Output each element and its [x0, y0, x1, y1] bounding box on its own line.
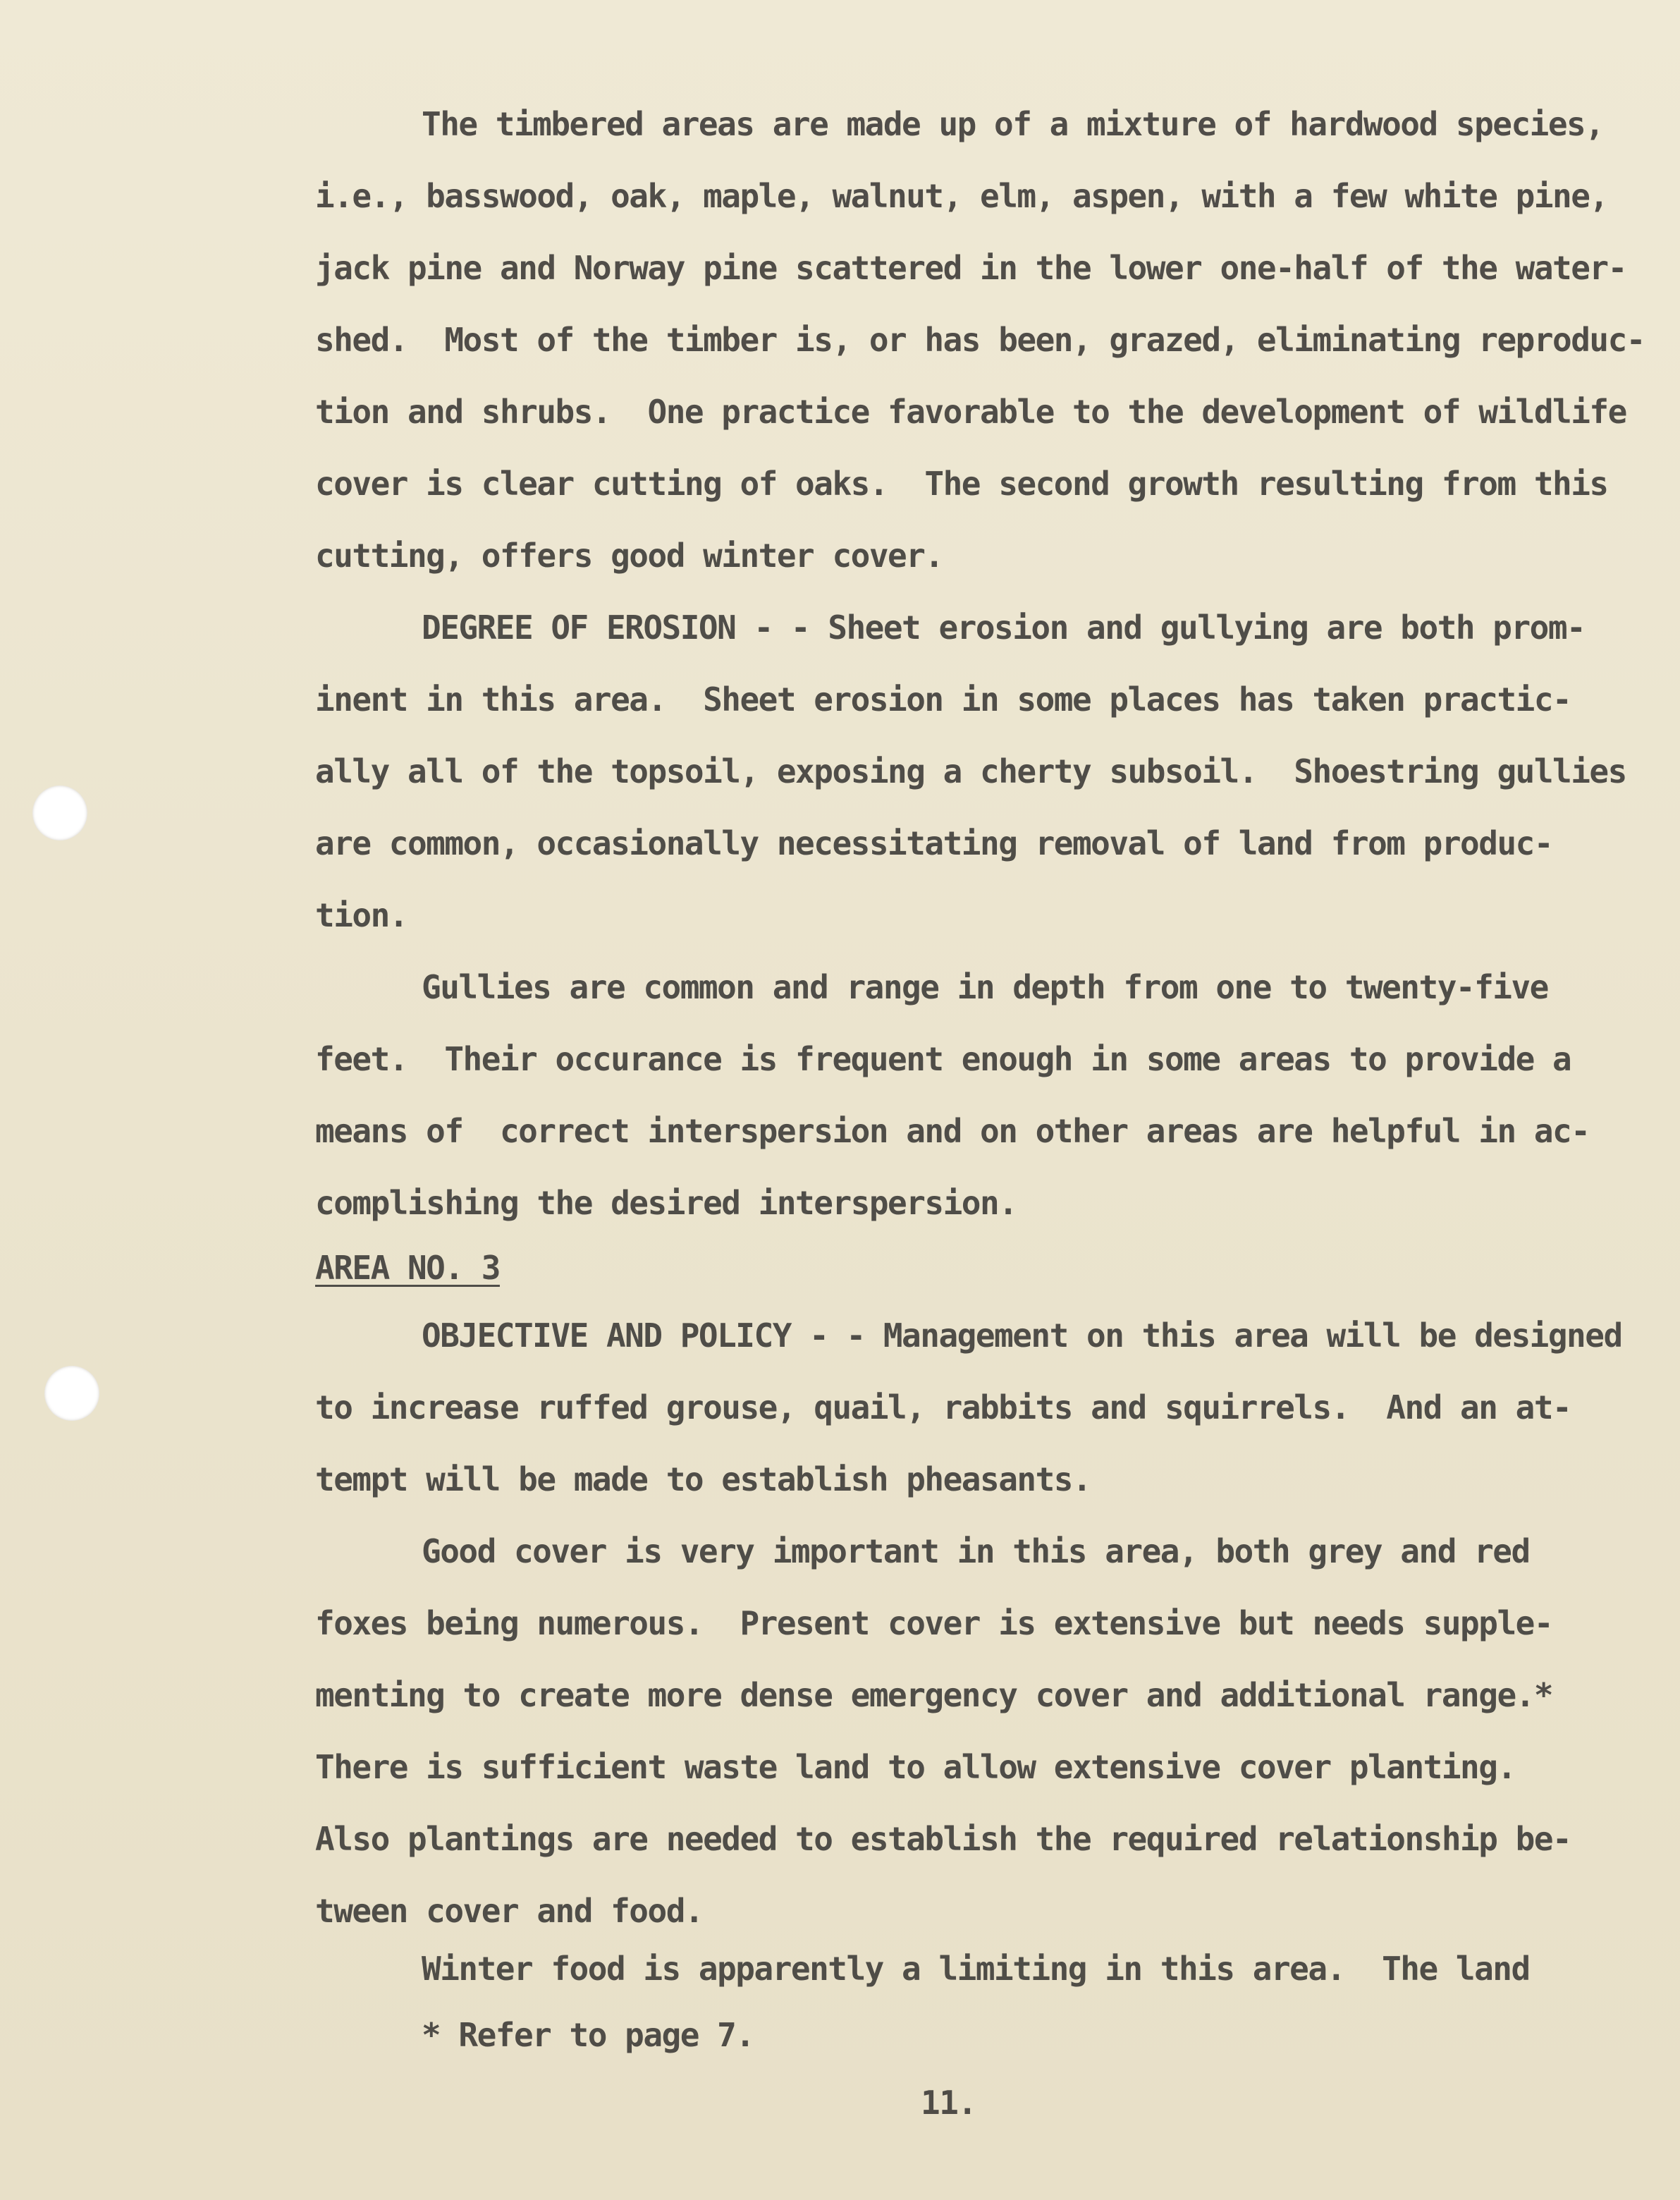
page-number: 11. [921, 2084, 976, 2122]
text-line: cover is clear cutting of oaks. The second growth resulting from this [315, 465, 1608, 503]
binder-hole-bottom [44, 1366, 99, 1421]
text-line: feet. Their occurance is frequent enough in some areas to provide a [315, 1040, 1571, 1078]
text-line: Good cover is very important in this area, both grey and red [422, 1532, 1530, 1570]
section-heading-objective-and-policy: OBJECTIVE AND POLICY - - Management on this area will be designed [422, 1316, 1622, 1355]
text-line: inent in this area. Sheet erosion in some places has taken practic- [315, 680, 1571, 719]
text-line: tion and shrubs. One practice favorable to the development of wildlife [315, 393, 1626, 431]
footnote: * Refer to page 7. [422, 2016, 754, 2054]
text-line: shed. Most of the timber is, or has been, grazed, eliminating reproduc- [315, 321, 1645, 359]
text-line: tion. [315, 896, 407, 934]
text-line: means of correct interspersion and on other areas are helpful in ac- [315, 1112, 1590, 1150]
text-line: ally all of the topsoil, exposing a cherty subsoil. Shoestring gullies [315, 752, 1626, 790]
text-line: menting to create more dense emergency cover and additional range.* [315, 1676, 1553, 1714]
text-line: jack pine and Norway pine scattered in the lower one-half of the water- [315, 249, 1626, 287]
text-line: tween cover and food. [315, 1892, 704, 1930]
text-line: The timbered areas are made up of a mixture of hardwood species, [422, 105, 1604, 143]
text-line: complishing the desired interspersion. [315, 1184, 1017, 1222]
text-line: tempt will be made to establish pheasants. [315, 1460, 1091, 1498]
section-heading-area-no-3: AREA NO. 3 [315, 1249, 500, 1287]
text-line: i.e., basswood, oak, maple, walnut, elm, aspen, with a few white pine, [315, 177, 1608, 215]
text-line: to increase ruffed grouse, quail, rabbits and squirrels. And an at- [315, 1388, 1571, 1426]
binder-hole-top [32, 786, 87, 841]
text-line: Also plantings are needed to establish the required relationship be- [315, 1820, 1571, 1858]
text-line: There is sufficient waste land to allow extensive cover planting. [315, 1748, 1516, 1786]
text-line: Winter food is apparently a limiting in this area. The land [422, 1950, 1530, 1988]
text-line: Gullies are common and range in depth from one to twenty-five [422, 968, 1548, 1006]
text-line: cutting, offers good winter cover. [315, 537, 943, 575]
text-line: are common, occasionally necessitating removal of land from produc- [315, 824, 1553, 862]
text-line: foxes being numerous. Present cover is extensive but needs supple- [315, 1604, 1553, 1642]
section-heading-degree-of-erosion: DEGREE OF EROSION - - Sheet erosion and gullying are both prom- [422, 609, 1586, 647]
